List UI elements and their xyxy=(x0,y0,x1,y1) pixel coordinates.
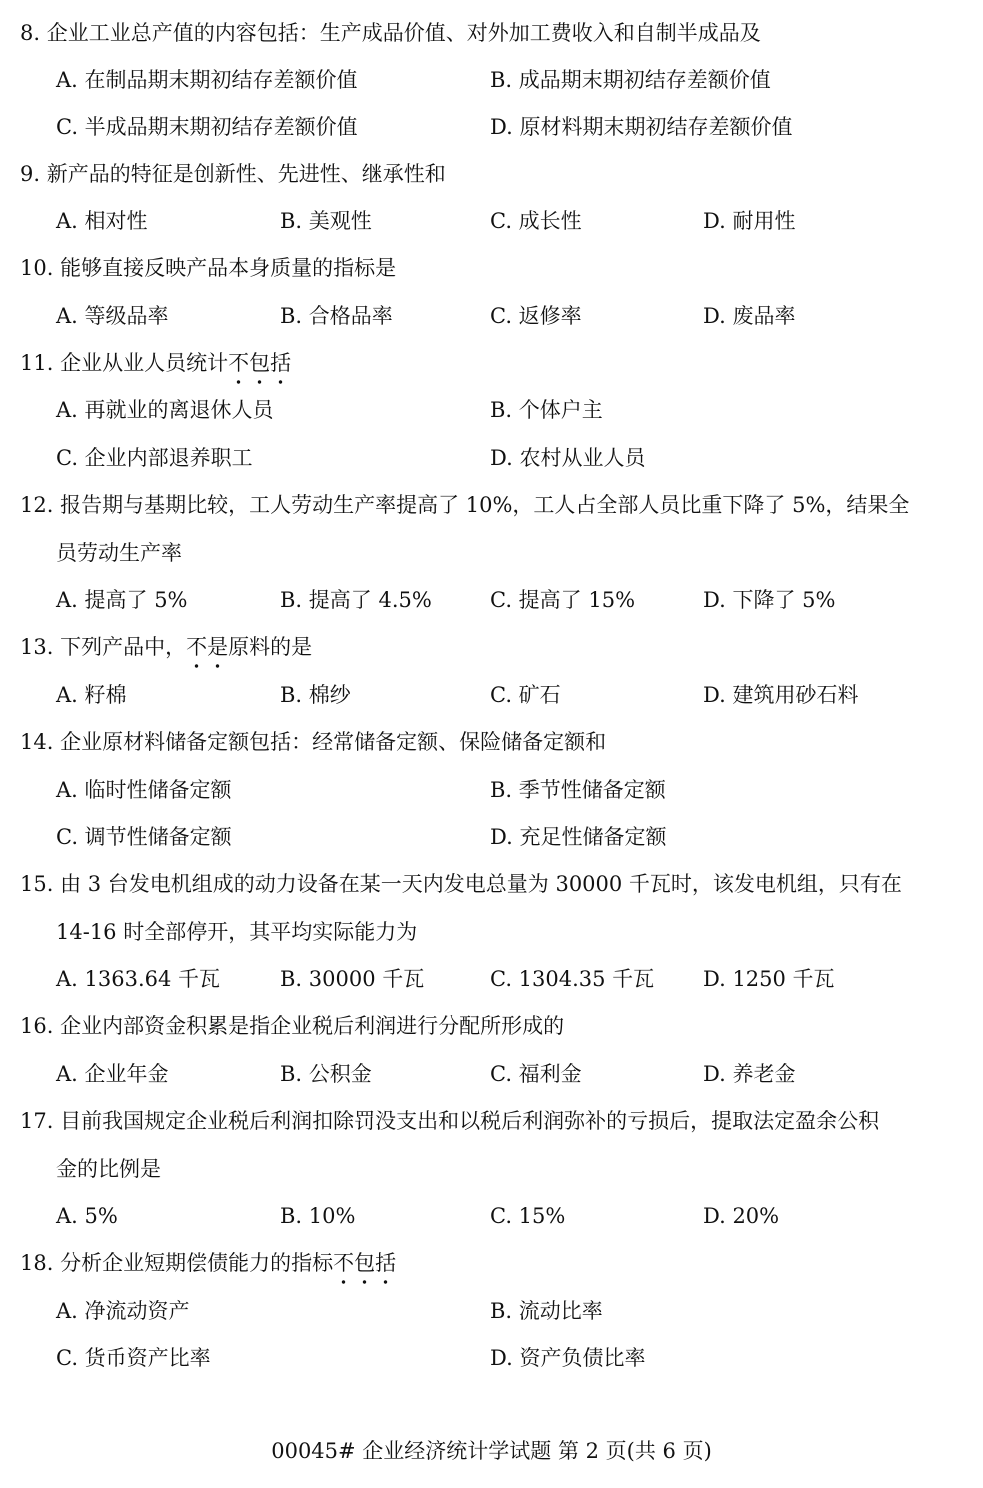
option-c: C. 调节性储备定额 xyxy=(56,825,232,849)
question-17-stem-continued xyxy=(0,1154,983,1201)
option-c: C. 福利金 xyxy=(490,1062,582,1086)
option-c: C. 半成品期末期初结存差额价值 xyxy=(56,115,358,139)
question-12-stem-continued xyxy=(0,538,983,585)
option-c: C. 货币资产比率 xyxy=(56,1346,211,1370)
emphasis-dotted-text: 不是 xyxy=(186,632,228,662)
option-c: C. 成长性 xyxy=(490,209,582,233)
option-d: D. 废品率 xyxy=(703,304,796,328)
question-stem: 12. 报告期与基期比较，工人劳动生产率提高了 10%，工人占全部人员比重下降了 5%，结果全 xyxy=(20,493,910,517)
question-17-stem-line xyxy=(0,1106,983,1153)
option-a: A. 1363.64 千瓦 xyxy=(56,967,221,991)
question-16-stem-line xyxy=(0,1011,983,1058)
page-footer: 00045# 企业经济统计学试题 第 2 页(共 6 页) xyxy=(271,1439,712,1463)
option-d: D. 下降了 5% xyxy=(703,588,836,612)
question-12-options-row xyxy=(0,585,983,632)
option-a: A. 在制品期末期初结存差额价值 xyxy=(56,68,358,92)
question-stem-continued: 金的比例是 xyxy=(56,1157,161,1181)
option-d: D. 养老金 xyxy=(703,1062,796,1086)
question-stem xyxy=(20,348,291,378)
option-a: A. 再就业的离退休人员 xyxy=(56,398,274,422)
question-10-stem-line xyxy=(0,253,983,300)
question-11-stem-line xyxy=(0,348,983,395)
question-15-options-row xyxy=(0,964,983,1011)
option-d: D. 耐用性 xyxy=(703,209,796,233)
option-d: D. 农村从业人员 xyxy=(490,446,646,470)
option-b: B. 提高了 4.5% xyxy=(280,588,432,612)
option-b: B. 10% xyxy=(280,1204,356,1228)
option-c: C. 矿石 xyxy=(490,683,561,707)
option-b: B. 个体户主 xyxy=(490,398,603,422)
option-b: B. 公积金 xyxy=(280,1062,372,1086)
option-a: A. 企业年金 xyxy=(56,1062,169,1086)
option-a: A. 相对性 xyxy=(56,209,148,233)
stem-text: 18. 分析企业短期偿债能力的指标 xyxy=(20,1251,334,1275)
option-a: A. 籽棉 xyxy=(56,683,127,707)
question-13-options-row xyxy=(0,680,983,727)
option-a: A. 等级品率 xyxy=(56,304,169,328)
option-b: B. 流动比率 xyxy=(490,1299,603,1323)
question-stem-continued: 14-16 时全部停开，其平均实际能力为 xyxy=(56,920,418,944)
question-18-stem-line xyxy=(0,1248,983,1295)
stem-text: 11. 企业从业人员统计 xyxy=(20,351,229,375)
question-16-options-row xyxy=(0,1059,983,1106)
question-8-stem-line xyxy=(0,18,983,65)
stem-text: 13. 下列产品中， xyxy=(20,635,187,659)
option-c: C. 提高了 15% xyxy=(490,588,636,612)
option-b: B. 30000 千瓦 xyxy=(280,967,425,991)
question-10-options-row xyxy=(0,301,983,348)
option-d: D. 建筑用砂石料 xyxy=(703,683,859,707)
option-a: A. 净流动资产 xyxy=(56,1299,190,1323)
question-9-options-row xyxy=(0,206,983,253)
question-stem: 15. 由 3 台发电机组成的动力设备在某一天内发电总量为 30000 千瓦时，该发电机组，只有在 xyxy=(20,872,902,896)
question-stem-continued: 员劳动生产率 xyxy=(56,541,182,565)
question-8-options-row-1 xyxy=(0,65,983,112)
question-stem: 17. 目前我国规定企业税后利润扣除罚没支出和以税后利润弥补的亏损后，提取法定盈余公积 xyxy=(20,1109,880,1133)
option-c: C. 15% xyxy=(490,1204,566,1228)
stem-text-after: 原料的是 xyxy=(228,635,313,659)
option-b: B. 成品期末期初结存差额价值 xyxy=(490,68,771,92)
emphasis-dotted-text: 不包括 xyxy=(228,348,291,378)
question-stem: 10. 能够直接反映产品本身质量的指标是 xyxy=(20,256,397,280)
question-15-stem-line xyxy=(0,869,983,916)
option-a: A. 5% xyxy=(56,1204,118,1228)
question-14-options-row-2 xyxy=(0,822,983,869)
option-d: D. 资产负债比率 xyxy=(490,1346,646,1370)
option-d: D. 1250 千瓦 xyxy=(703,967,835,991)
option-d: D. 充足性储备定额 xyxy=(490,825,667,849)
question-9-stem-line xyxy=(0,159,983,206)
question-stem: 14. 企业原材料储备定额包括：经常储备定额、保险储备定额和 xyxy=(20,730,607,754)
option-b: B. 棉纱 xyxy=(280,683,351,707)
option-b: B. 季节性储备定额 xyxy=(490,778,666,802)
option-c: C. 返修率 xyxy=(490,304,582,328)
question-stem: 8. 企业工业总产值的内容包括：生产成品价值、对外加工费收入和自制半成品及 xyxy=(20,21,761,45)
question-17-options-row xyxy=(0,1201,983,1248)
option-b: B. 合格品率 xyxy=(280,304,393,328)
question-stem xyxy=(20,632,312,662)
question-stem: 9. 新产品的特征是创新性、先进性、继承性和 xyxy=(20,162,446,186)
option-a: A. 提高了 5% xyxy=(56,588,188,612)
option-a: A. 临时性储备定额 xyxy=(56,778,232,802)
question-14-options-row-1 xyxy=(0,775,983,822)
question-stem xyxy=(20,1248,396,1278)
question-13-stem-line xyxy=(0,632,983,679)
question-11-options-row-1 xyxy=(0,395,983,442)
question-14-stem-line xyxy=(0,727,983,774)
option-c: C. 企业内部退养职工 xyxy=(56,446,253,470)
question-11-options-row-2 xyxy=(0,443,983,490)
option-b: B. 美观性 xyxy=(280,209,372,233)
question-12-stem-line xyxy=(0,490,983,537)
option-d: D. 20% xyxy=(703,1204,780,1228)
emphasis-dotted-text: 不包括 xyxy=(333,1248,396,1278)
question-18-options-row-2 xyxy=(0,1343,983,1390)
question-15-stem-continued xyxy=(0,917,983,964)
question-18-options-row-1 xyxy=(0,1296,983,1343)
option-c: C. 1304.35 千瓦 xyxy=(490,967,655,991)
question-stem: 16. 企业内部资金积累是指企业税后利润进行分配所形成的 xyxy=(20,1014,565,1038)
question-8-options-row-2 xyxy=(0,112,983,159)
option-d: D. 原材料期末期初结存差额价值 xyxy=(490,115,793,139)
